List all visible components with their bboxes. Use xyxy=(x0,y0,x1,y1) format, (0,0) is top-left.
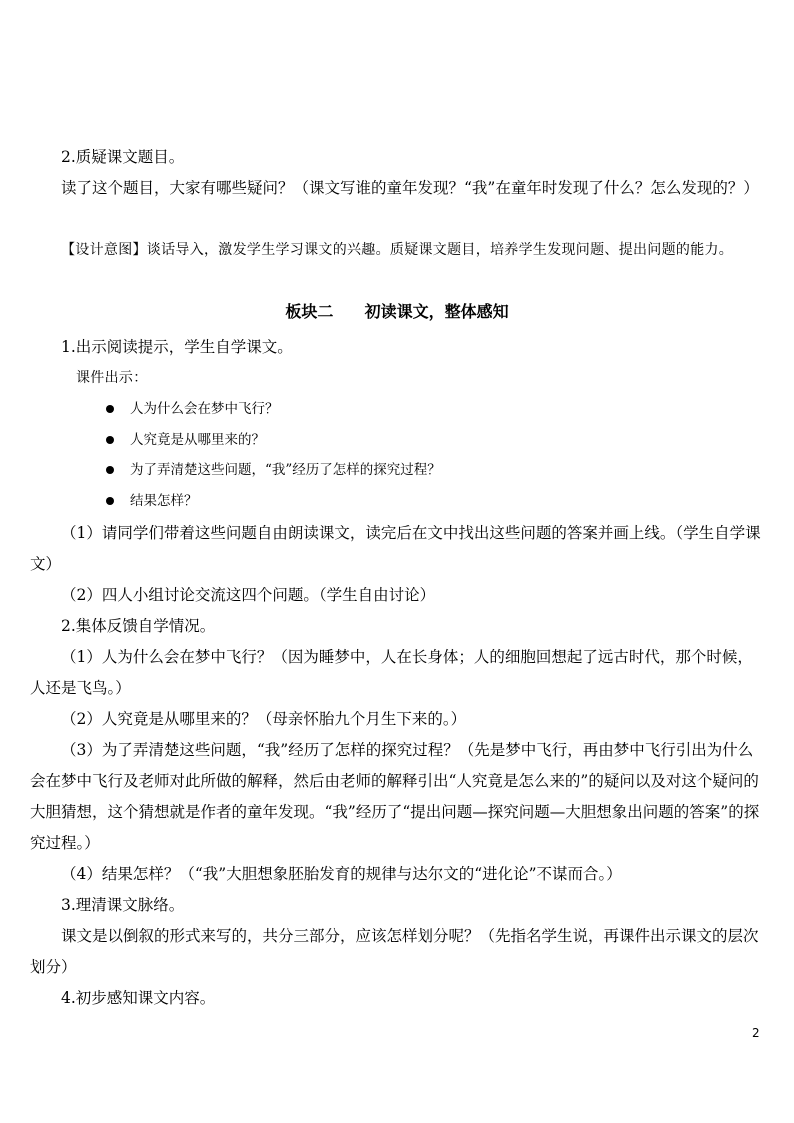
section-title-number: 板块二 xyxy=(285,302,334,321)
paragraph-reading-hint: 1.出示阅读提示，学生自学课文。 xyxy=(61,338,293,356)
bullet-icon xyxy=(106,466,114,474)
paragraph-step-1: （1）请同学们带着这些问题自由朗读课文，读完后在文中找出这些问题的答案并画上线。（学生自学课文） xyxy=(30,524,761,573)
paragraph-perceive: 4.初步感知课文内容。 xyxy=(61,989,216,1007)
list-item: 人为什么会在梦中飞行？ xyxy=(106,394,441,425)
bullet-icon xyxy=(106,405,114,413)
paragraph-structure-detail: 课文是以倒叙的形式来写的，共分三部分，应该怎样划分呢？（先指名学生说，再课件出示课文的层次划分） xyxy=(30,927,759,976)
list-item: 人究竟是从哪里来的？ xyxy=(106,425,441,456)
paragraph-step-2: （2）四人小组讨论交流这四个问题。（学生自由讨论） xyxy=(61,586,436,604)
paragraph-structure: 3.理清课文脉络。 xyxy=(61,896,185,914)
paragraph-design-intent: 【设计意图】谈话导入，激发学生学习课文的兴趣。质疑课文题目，培养学生发现问题、提出问题的能力。 xyxy=(61,242,734,258)
page-number: 2 xyxy=(752,1026,760,1040)
question-bullet-list xyxy=(106,394,441,516)
paragraph-answer-3: （3）为了弄清楚这些问题，“我”经历了怎样的探究过程？（先是梦中飞行，再由梦中飞行引出为什么会在梦中飞行及老师对此所做的解释，然后由老师的解释引出“人究竟是怎么来的”的疑问以及对这个疑问的大胆猜想，这个猜想就是作者的童年发现。“我”经历了“提出问题—探究问题—大胆想象出问题的答案”的探究过程。） xyxy=(30,741,760,852)
paragraph-answer-4: （4）结果怎样？（“我”大胆想象胚胎发育的规律与达尔文的“进化论”不谋而合。） xyxy=(61,865,622,883)
paragraph-question-title: 2.质疑课文题目。 xyxy=(61,148,185,166)
paragraph-reading-questions: 读了这个题目，大家有哪些疑问？（课文写谁的童年发现？“我”在童年时发现了什么？怎么发现的？） xyxy=(61,179,759,197)
paragraph-answer-2: （2）人究竟是从哪里来的？（母亲怀胎九个月生下来的。） xyxy=(61,710,467,728)
paragraph-feedback: 2.集体反馈自学情况。 xyxy=(61,617,216,635)
section-title xyxy=(0,296,794,327)
list-item: 为了弄清楚这些问题，“我”经历了怎样的探究过程？ xyxy=(106,455,441,486)
bullet-icon xyxy=(106,436,114,444)
paragraph-courseware-shows: 课件出示： xyxy=(76,370,148,386)
section-title-text: 初读课文，整体感知 xyxy=(364,302,509,321)
bullet-icon xyxy=(106,497,114,505)
list-item: 结果怎样？ xyxy=(106,486,441,517)
paragraph-answer-1: （1）人为什么会在梦中飞行？（因为睡梦中，人在长身体；人的细胞回想起了远古时代，那个时候，人还是飞鸟。） xyxy=(30,648,753,697)
